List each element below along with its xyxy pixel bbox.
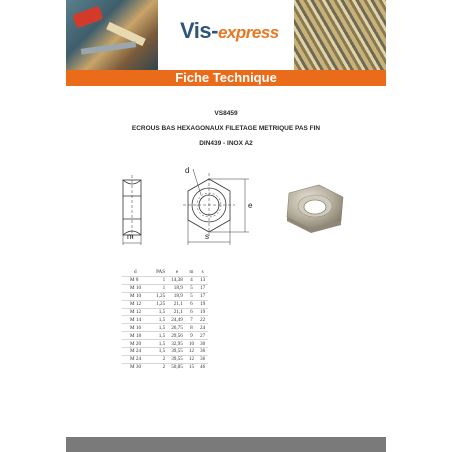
label-s: s	[205, 232, 209, 241]
table-cell: 13	[197, 277, 208, 285]
table-row	[122, 308, 208, 316]
table-cell: 4	[186, 277, 197, 285]
table-row	[122, 355, 208, 363]
drawing-svg	[111, 163, 346, 253]
table-cell: M 18	[122, 332, 153, 340]
product-name: ECROUS BAS HEXAGONAUX FILETAGE METRIQUE PAS FIN	[131, 125, 321, 132]
col-header: s	[201, 269, 204, 275]
technical-drawing	[111, 163, 346, 253]
table-cell: M 12	[122, 308, 153, 316]
table-cell: 39,55	[168, 348, 186, 356]
col-header: PAS	[156, 269, 166, 275]
table-cell: 1,5	[153, 332, 168, 340]
brand-logo: Vis-express	[180, 18, 279, 43]
product-standard: DIN439 - INOX A2	[199, 140, 253, 147]
table-cell: 27	[197, 332, 208, 340]
table-cell: 36	[197, 348, 208, 356]
table-cell: 10	[186, 340, 197, 348]
table-cell: 1	[153, 277, 168, 285]
table-cell: 9	[186, 332, 197, 340]
table-cell: 8	[186, 324, 197, 332]
table-cell: 1,5	[153, 340, 168, 348]
table-cell: 1,5	[153, 324, 168, 332]
table-cell: 2	[153, 363, 168, 370]
footer-bar	[66, 437, 386, 452]
table-cell: 50,85	[168, 363, 186, 370]
table-cell: 7	[186, 316, 197, 324]
col-header: d	[134, 269, 137, 275]
table-cell: M 16	[122, 324, 153, 332]
table-cell: 1,5	[153, 308, 168, 316]
table-cell: 14,38	[168, 277, 186, 285]
table-cell: 19	[197, 300, 208, 308]
header-banner	[66, 0, 386, 70]
tools-photo	[66, 0, 158, 70]
nut-photo	[287, 185, 343, 233]
datasheet-page	[66, 0, 386, 452]
table-cell: 6	[186, 308, 197, 316]
screws-photo	[294, 0, 386, 70]
table-cell: 22	[197, 316, 208, 324]
table-cell: 1,25	[153, 300, 168, 308]
table-cell: 1,25	[153, 292, 168, 300]
table-cell: 46	[197, 363, 208, 370]
label-m: m	[127, 232, 134, 241]
table-cell: 1,5	[153, 348, 168, 356]
table-row	[122, 292, 208, 300]
title-bar	[66, 70, 386, 86]
table-cell: M 12	[122, 300, 153, 308]
table-cell: 26,75	[168, 324, 186, 332]
table-cell: M 30	[122, 363, 153, 370]
table-cell: 21,1	[168, 308, 186, 316]
table-row	[122, 277, 208, 285]
table-cell: 17	[197, 284, 208, 292]
table-cell: M 10	[122, 284, 153, 292]
table-cell: 32,95	[168, 340, 186, 348]
dimensions-table	[122, 268, 208, 371]
table-cell: 36	[197, 355, 208, 363]
product-ref: VS8459	[214, 110, 238, 117]
table-cell: M 8	[122, 277, 153, 285]
table-cell: 12	[186, 348, 197, 356]
col-header: m	[189, 269, 194, 275]
table-cell: 6	[186, 300, 197, 308]
table-cell: 21,1	[168, 300, 186, 308]
table-cell: 24,49	[168, 316, 186, 324]
table-row	[122, 363, 208, 370]
table-header-row	[122, 268, 208, 277]
table-cell: 39,55	[168, 355, 186, 363]
table-cell: 1,5	[153, 316, 168, 324]
front-view	[183, 169, 249, 245]
table-cell: 5	[186, 284, 197, 292]
table-cell: 15	[186, 363, 197, 370]
table-row	[122, 332, 208, 340]
table-cell: 12	[186, 355, 197, 363]
table-cell: 19	[197, 308, 208, 316]
table-cell: 18,9	[168, 292, 186, 300]
table-cell: 18,9	[168, 284, 186, 292]
table-cell: M 20	[122, 340, 153, 348]
table-cell: 29,56	[168, 332, 186, 340]
table-cell: M 24	[122, 348, 153, 356]
table-row	[122, 348, 208, 356]
table-cell: 5	[186, 292, 197, 300]
table-cell: M 14	[122, 316, 153, 324]
table-cell: 1	[153, 284, 168, 292]
table-cell: 24	[197, 324, 208, 332]
label-d: d	[185, 166, 190, 175]
table-cell: M 24	[122, 355, 153, 363]
table-cell: M 10	[122, 292, 153, 300]
table-row	[122, 340, 208, 348]
label-e: e	[248, 201, 253, 210]
table-cell: 2	[153, 355, 168, 363]
table-row	[122, 324, 208, 332]
table-cell: 17	[197, 292, 208, 300]
col-header: e	[175, 269, 179, 275]
table-cell: 30	[197, 340, 208, 348]
banner-title: Fiche Technique	[175, 70, 277, 85]
table-row	[122, 316, 208, 324]
table-row	[122, 300, 208, 308]
table-row	[122, 284, 208, 292]
